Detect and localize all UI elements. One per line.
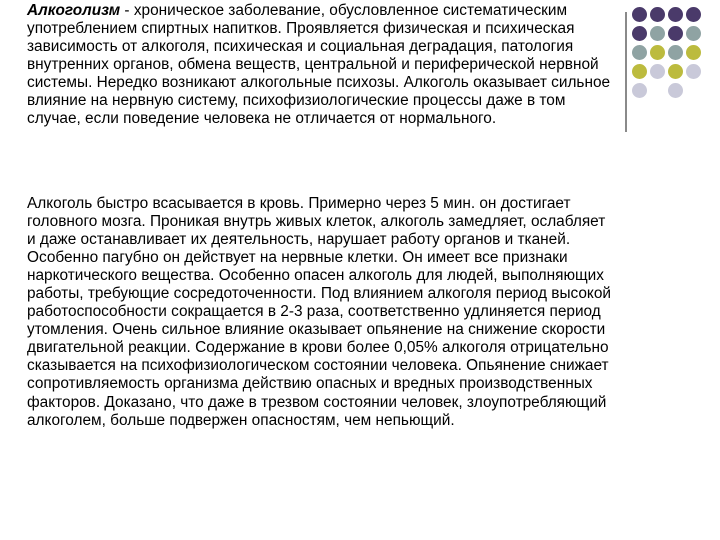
- paragraph-2-text: Алкоголь быстро всасывается в кровь. Примерно через 5 мин. он достигает головного мозга. Проникая внутрь живых клеток, алкоголь замедляет, ослабляет и даже останавливает их деятельность, нарушает работу органов и тканей. Особенно пагубно он действует на нервные клетки. Он имеет все признаки наркотического вещества. Особенно опасен алкоголь для людей, выполняющих работы, требующие сосредоточенности. Под влиянием алкоголя период высокой работоспособности сокращается в 2-3 раза, соответственно удлиняется период утомления. Очень сильное влияние оказывает опьянение на снижение скорости двигательной реакции. Содержание в крови более 0,05% алкоголя отрицательно сказывается на психофизиологическом состоянии человека. Опьянение снижает сопротивляемость организма действию опасных и вредных производственных факторов. Доказано, что даже в трезвом состоянии человек, злоупотребляющий алкоголем, больше подвержен опасностям, чем непьющий.: [27, 195, 611, 429]
- decorative-dot: [686, 7, 701, 22]
- paragraph-alcoholism-definition: [27, 2, 617, 128]
- decorative-dot: [668, 64, 683, 79]
- decorative-dot: [668, 45, 683, 60]
- decorative-dot: [686, 83, 701, 98]
- decorative-dot: [686, 64, 701, 79]
- paragraph-alcohol-effects: [27, 195, 617, 430]
- decorative-dot: [686, 45, 701, 60]
- decorative-dot: [650, 64, 665, 79]
- decorative-dot: [632, 26, 647, 41]
- decorative-dot-grid: [632, 7, 701, 98]
- term-alcoholism: Алкоголизм: [27, 2, 121, 19]
- decorative-dot: [650, 7, 665, 22]
- decorative-dot: [632, 7, 647, 22]
- decorative-dot: [632, 83, 647, 98]
- decorative-dot: [650, 83, 665, 98]
- decorative-dot: [668, 7, 683, 22]
- decorative-dot: [650, 26, 665, 41]
- paragraph-1-text: - хроническое заболевание, обусловленное систематическим употреблением спиртных напитков. Проявляется физическая и психическая зависимость от алкоголя, психическая и социальная деградация, патология внутренних органов, обмена веществ, центральной и периферической нервной системы. Нередко возникают алкогольные психозы. Алкоголь оказывает сильное влияние на нервную систему, психофизиологические процессы даже в том случае, если поведение человека не отличается от нормального.: [27, 2, 611, 128]
- decorative-divider-line: [625, 12, 627, 132]
- decorative-dot: [668, 26, 683, 41]
- decorative-dot: [632, 45, 647, 60]
- decorative-dot: [632, 64, 647, 79]
- decorative-dot: [668, 83, 683, 98]
- decorative-dot: [686, 26, 701, 41]
- decorative-dot: [650, 45, 665, 60]
